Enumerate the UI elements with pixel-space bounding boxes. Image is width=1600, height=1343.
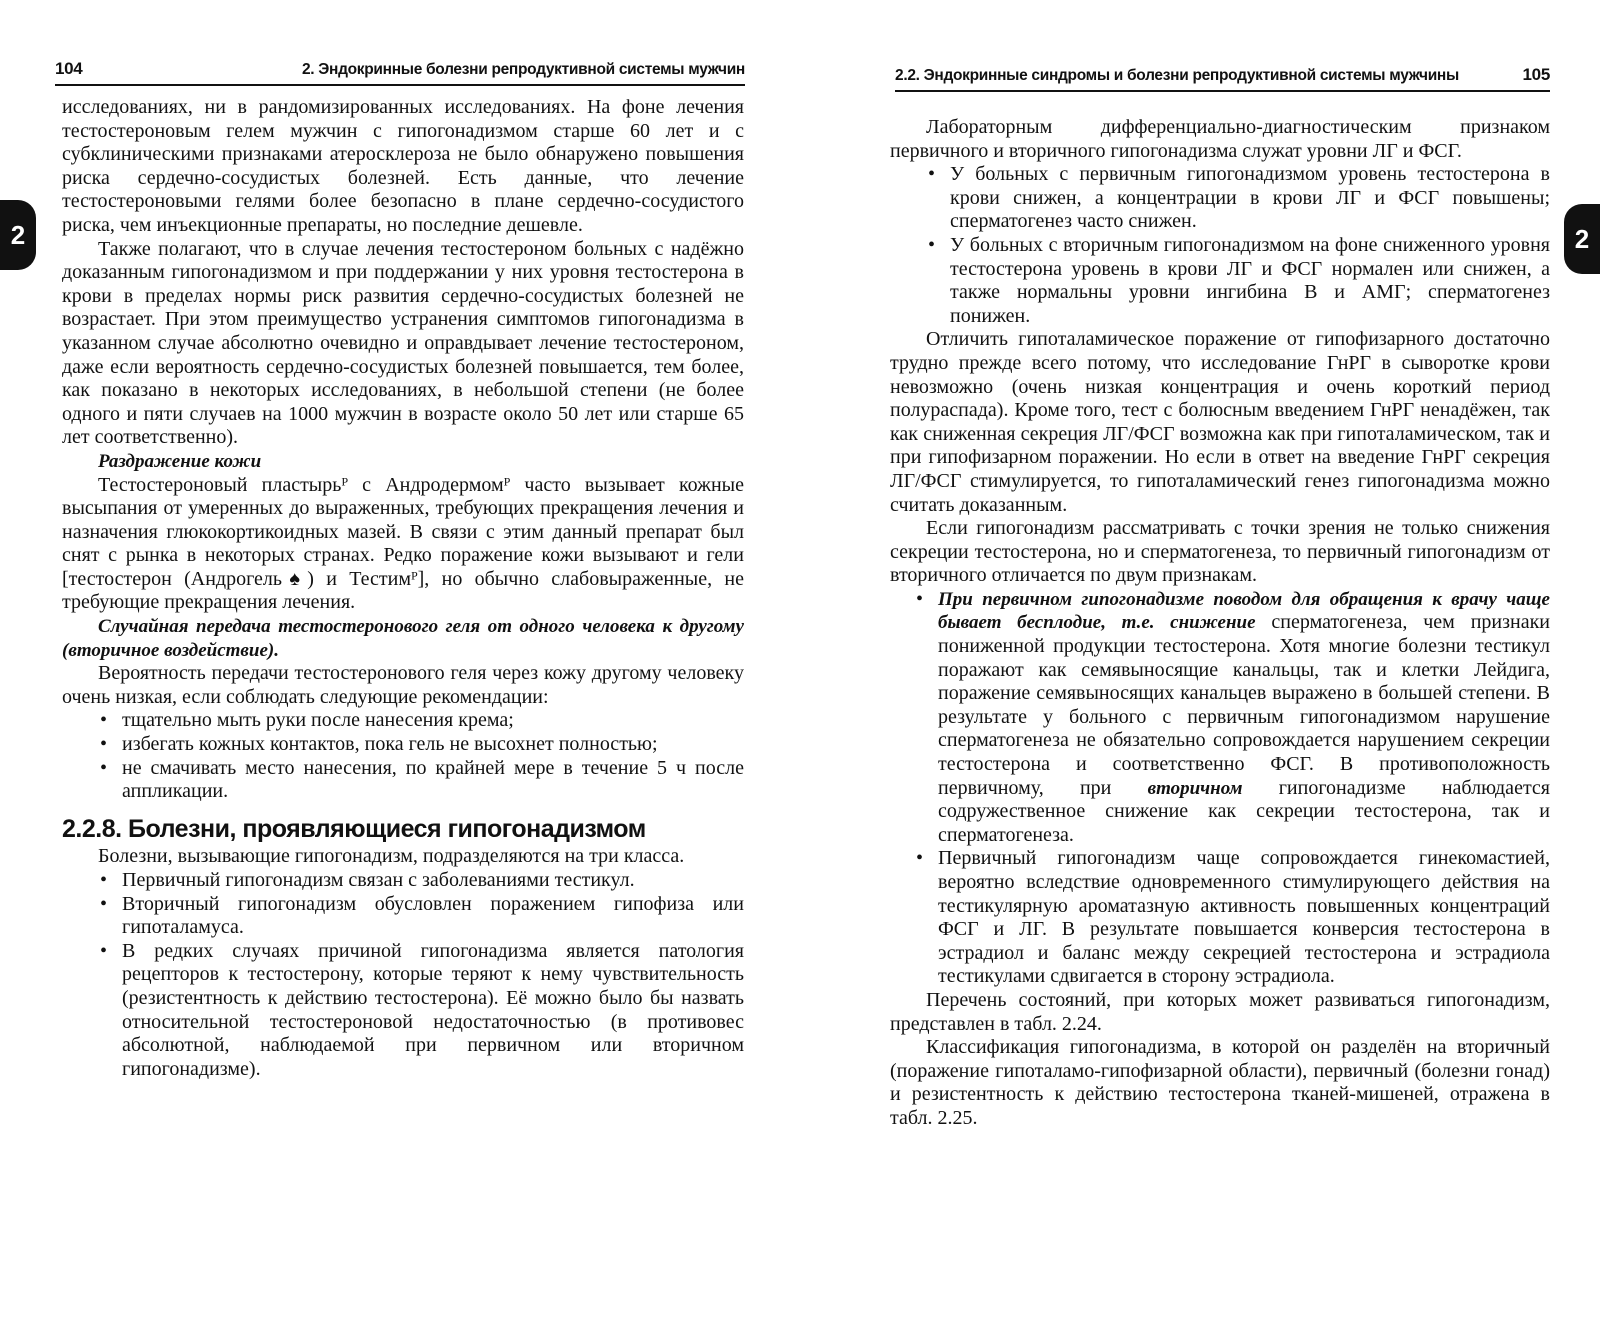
recommendations-list <box>62 709 744 803</box>
right-page <box>800 0 1600 1343</box>
paragraph: Перечень состояний, при которых может развиваться гипогонадизм, представлен в табл. 2.24. <box>890 988 1550 1035</box>
left-running-title: 2. Эндокринные болезни репродуктивной системы мужчин <box>301 61 745 78</box>
list-item: • У больных с первичным гипогонадизмом уровень тестостерона в крови снижен, а концентрации в крови ЛГ и ФСГ повышены; сперматогенез часто снижен. <box>926 163 1550 234</box>
paragraph: Если гипогонадизм рассматривать с точки зрения не только снижения секреции тестостерона, но и сперматогенеза, то первичный гипогонадизм от вторичного отличается по двум признакам. <box>890 517 1550 587</box>
sign1-rest-a: сперматогенеза, чем признаки пониженной продукции тестостерона. Хотя многие болезни тестикул поражают как семявыносящие канальцы, так и клетки Лейдига, поражение семявыносящих канальцев выражено в большей степени. В результате у больного с первичным гипогонадизмом нарушение сперматогенеза не обязательно сопровождается нарушением секреции тестостерона и соответственно ФСГ. В противоположность первичному, при <box>938 611 1550 799</box>
paragraph: Лабораторным дифференциально-диагностическим признаком первичного и вторичного гипогонадизма служат уровни ЛГ и ФСГ. <box>890 116 1550 162</box>
paragraph: Вероятность передачи тестостеронового геля через кожу другому человеку очень низкая, если соблюдать следующие рекомендации: <box>62 662 744 708</box>
list-item: • Первичный гипогонадизм чаще сопровождается гинекомастией, вероятно вследствие одновременного стимулирующего действия на тестикулярную ароматазную активность повышенных концентраций ФСГ и ЛГ. В результате повышается конверсия тестостерона в эстрадиол и баланс между секрецией тестостерона и эстрадиола тестикулами сдвигается в сторону эстрадиола. <box>914 847 1550 989</box>
left-running-head <box>55 56 745 86</box>
left-text-body <box>62 96 744 1081</box>
paragraph: Также полагают, что в случае лечения тестостероном больных с надёжно доказанным гипогонадизмом и при поддержании у них уровня тестостерона в крови в пределах нормы риск развития сердечно-сосудистых болезней не возрастает. При этом преимущество устранения симптомов гипогонадизма в указанном случае абсолютно очевидно и оправдывает лечение тестостероном, даже если вероятность сердечно-сосудистых болезней повышается, тем более, как показано в некоторых исследованиях, в небольшой степени (не более одного и пяти случаев на 1000 мужчин в возрасте около 50 лет или старше 65 лет соответственно). <box>62 237 744 449</box>
sign1-lead: При первичном гипогонадизме поводом для обращения к врачу чаще бывает бесплодие, т.е. снижение <box>938 588 1550 634</box>
subheading-transfer: Случайная передача тестостеронового геля от одного человека к другому (вторичное воздействие). <box>62 616 744 661</box>
section-heading: 2.2.8. Болезни, проявляющиеся гипогонадизмом <box>62 814 646 843</box>
sign1-emphasis: вторичном <box>1147 777 1243 799</box>
right-page-number: 105 <box>1522 65 1550 84</box>
left-page-number: 104 <box>55 59 83 78</box>
right-text-body <box>890 116 1550 1131</box>
list-item: • Вторичный гипогонадизм обусловлен поражением гипофиза или гипоталамуса. <box>98 893 744 940</box>
paragraph: исследованиях, ни в рандомизированных исследованиях. На фоне лечения тестостероновым гелем мужчин с гипогонадизмом старше 60 лет и с субклиническими признаками атеросклероза не было обнаружено повышения риска сердечно-сосудистых болезней. Есть данные, что лечение тестостероновыми гелями более безопасно в плане сердечно-сосудистого риска, чем инъекционные препараты, но последние дешевле. <box>62 96 744 236</box>
paragraph: Отличить гипоталамическое поражение от гипофизарного достаточно трудно прежде всего потому, что исследование ГнРГ в сыворотке крови невозможно (очень низкая концентрация и очень короткий период полураспада). Кроме того, тест с болюсным введением ГнРГ ненадёжен, так как сниженная секреция ЛГ/ФСГ возможна как при гипоталамическом, так и при гипофизарном поражении. Но если в ответ на введение ГнРГ секреция ЛГ/ФСГ стимулируется, то гипоталамический генез гипогонадизма можно считать доказанным. <box>890 328 1550 516</box>
signs-list <box>890 588 1550 989</box>
list-item: • избегать кожных контактов, пока гель не высохнет полностью; <box>98 733 744 757</box>
paragraph: Болезни, вызывающие гипогонадизм, подразделяются на три класса. <box>98 845 685 868</box>
lab-list <box>890 163 1550 328</box>
list-item <box>914 588 1550 848</box>
paragraph: Тестостероновый пластырьᴾ с Андродермомᴾ часто вызывает кожные высыпания от умеренных до выраженных, требующих прекращения лечения и назначения глюкокортикоидных мазей. В связи с этим данный препарат был снят с рынка в некоторых странах. Редко поражение кожи вызывают и гели [тестостерон (Андрогель♠) и Тестимᴾ], но обычно слабовыраженные, не требующие прекращения лечения. <box>62 473 744 614</box>
classes-list <box>62 869 744 1081</box>
list-item: • не смачивать место нанесения, по крайней мере в течение 5 ч после аппликации. <box>98 757 744 804</box>
subheading-skin: Раздражение кожи <box>98 450 262 472</box>
list-item: • Первичный гипогонадизм связан с заболеваниями тестикул. <box>98 869 744 893</box>
list-item: • У больных с вторичным гипогонадизмом на фоне сниженного уровня тестостерона уровень в крови ЛГ и ФСГ нормален или снижен, а также нормальны уровни ингибина В и АМГ; сперматогенез понижен. <box>926 234 1550 328</box>
right-running-head <box>895 62 1550 92</box>
right-chapter-tab: 2 <box>1564 204 1600 274</box>
sign1-rest-b: гипогонадизме наблюдается содружественное снижение как секреции тестостерона, так и сперматогенеза. <box>938 776 1550 846</box>
list-item: • тщательно мыть руки после нанесения крема; <box>98 709 744 733</box>
right-running-title: 2.2. Эндокринные синдромы и болезни репродуктивной системы мужчины <box>895 67 1459 84</box>
list-item: • В редких случаях причиной гипогонадизма является патология рецепторов к тестостерону, которые теряют к нему чувствительность (резистентность к действию тестостерона). Её можно было бы назвать относительной тестостероновой недостаточностью (в противовес абсолютной, наблюдаемой при первичном или вторичном гипогонадизме). <box>98 940 744 1082</box>
left-chapter-tab: 2 <box>0 200 36 270</box>
paragraph: Классификация гипогонадизма, в которой он разделён на вторичный (поражение гипоталамо-гипофизарной области), первичный (болезни гонад) и резистентность к действию тестостерона тканей-мишеней, отражена в табл. 2.25. <box>890 1036 1550 1129</box>
